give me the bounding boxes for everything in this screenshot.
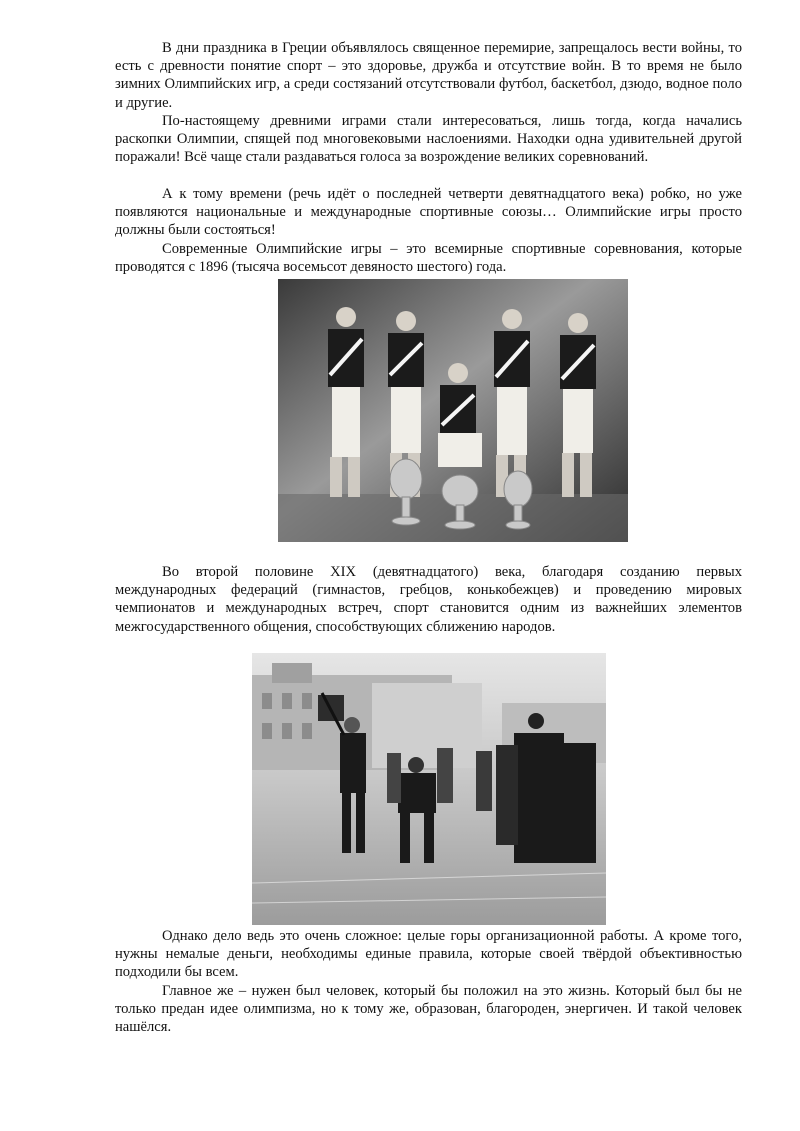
paragraph-excavations: По-настоящему древними играми стали интересоваться, лишь тогда, когда начались раскопки Олимпии, спящей под многовековыми наслоениями. Находки одна удивительней другой поражали! Всё чаще стали раздаваться голоса за возрождение великих соревнований. xyxy=(115,113,742,166)
paragraph-federations: Во второй половине XIX (девятнадцатого) века, благодаря созданию первых международных федераций (гимнастов, гребцов, конькобежцев) и проведению мировых чемпионатов и международных встреч, спорт становится одним из важнейших элементов межгосударственного общения, способствующих сближению народов. xyxy=(115,564,742,635)
paragraph-sport-unions: А к тому времени (речь идёт о последней четверти девятнадцатого века) робко, но уже появляются национальные и международные спортивные союзы… Олимпийские игры просто должны были состояться! xyxy=(115,186,742,239)
athletes-team-photo xyxy=(278,279,628,542)
skaters-photo xyxy=(252,653,606,925)
paragraph-organization: Однако дело ведь это очень сложное: целые горы организационной работы. А кроме того, нужны немалые деньги, необходимы единые правила, которые своей твёрдой объективностью подходили бы всем. xyxy=(115,928,742,981)
paragraph-person: Главное же – нужен был человек, который бы положил на это жизнь. Который был бы не только предан идее олимпизма, но к тому же, образован, благороден, энергичен. И такой человек нашёлся. xyxy=(115,983,742,1036)
paragraph-modern-games: Современные Олимпийские игры – это всемирные спортивные соревнования, которые проводятся с 1896 (тысяча восемьсот девяносто шестого) года. xyxy=(115,241,742,276)
paragraph-truce: В дни праздника в Греции объявлялось священное перемирие, запрещалось вести войны, то есть с древности понятие спорт – это здоровье, дружба и отсутствие войн. В то время не было зимних Олимпийских игр, а среди состязаний отсутствовали футбол, баскетбол, дзюдо, водное поло и другие. xyxy=(115,40,742,111)
